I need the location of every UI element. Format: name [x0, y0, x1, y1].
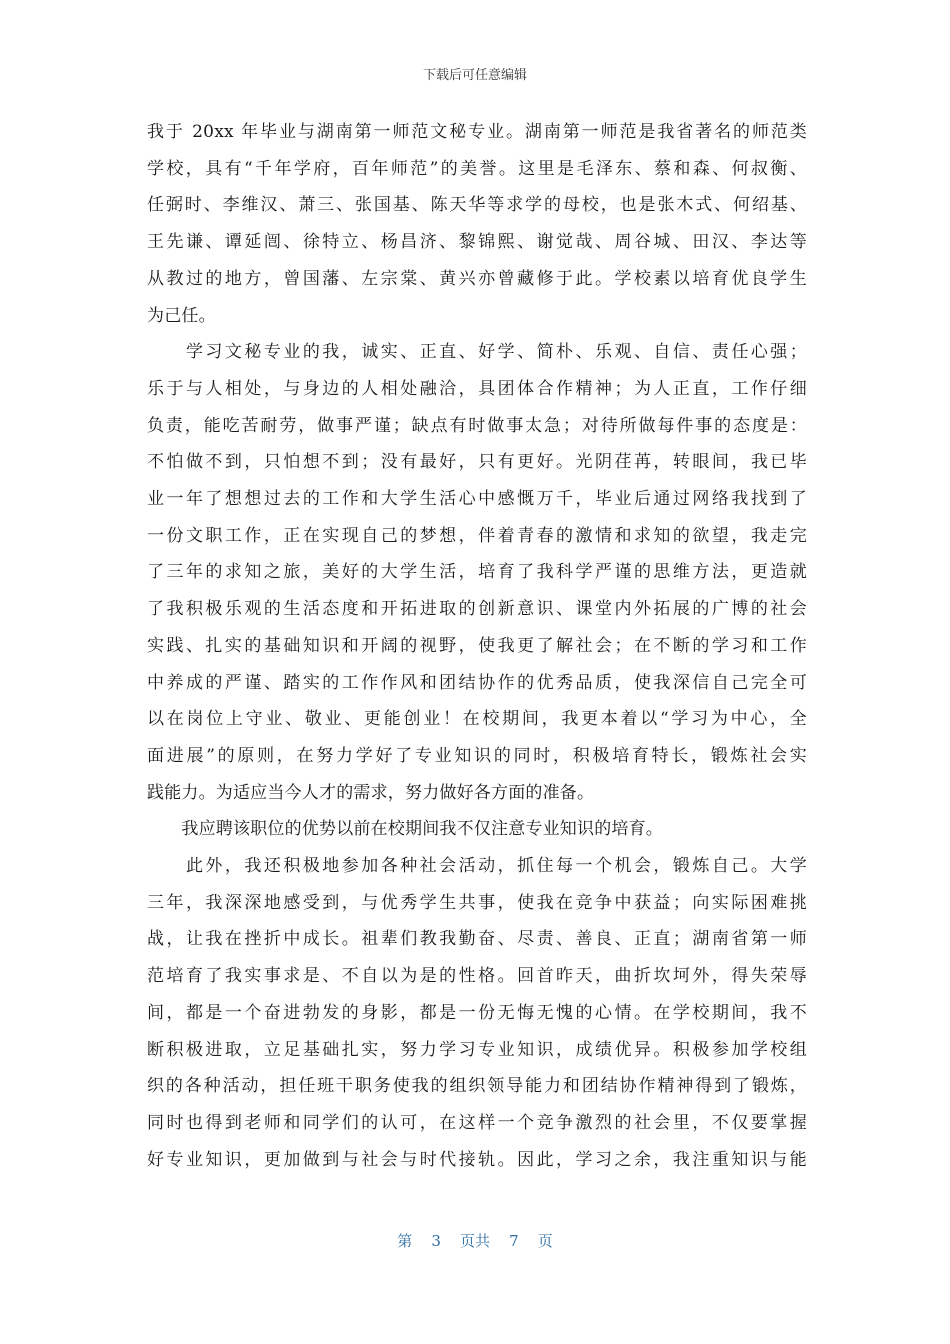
- text-line: 乐于与人相处，与身边的人相处融洽，具团体合作精神；为人正直，工作仔细: [147, 378, 807, 399]
- text-line: 了我积极乐观的生活态度和开拓进取的创新意识、课堂内外拓展的广博的社会: [147, 599, 807, 620]
- text-line: 我于 20xx 年毕业与湖南第一师范文秘专业。湖南第一师范是我省著名的师范类: [147, 122, 807, 142]
- paragraph: [147, 848, 807, 1178]
- text-line: 学习文秘专业的我，诚实、正直、好学、简朴、乐观、自信、责任心强；: [147, 342, 807, 363]
- current-page-number: 3: [431, 1232, 441, 1250]
- paragraph: [147, 811, 807, 848]
- text-line: 范培育了我实事求是、不自以为是的性格。回首昨天，曲折坎坷外，得失荣辱: [147, 966, 807, 987]
- text-line: 同时也得到老师和同学们的认可，在这样一个竞争激烈的社会里，不仅要掌握: [147, 1112, 807, 1133]
- text-line: 面进展”的原则，在努力学好了专业知识的同时，积极培育特长，锻炼社会实: [147, 745, 807, 766]
- text-line: 三年，我深深地感受到，与优秀学生共事，使我在竞争中获益；向实际困难挑: [147, 892, 807, 913]
- text-line: 间，都是一个奋进勃发的身影，都是一份无悔无愧的心情。在学校期间，我不: [147, 1002, 807, 1023]
- text-line: 以在岗位上守业、敬业、更能创业！在校期间，我更本着以“学习为中心，全: [147, 709, 807, 730]
- text-line: 王先谦、谭延闿、徐特立、杨昌济、黎锦熙、谢觉哉、周谷城、田汉、李达等: [147, 232, 807, 253]
- paragraph: [147, 114, 807, 334]
- footer-prefix: 第: [397, 1232, 413, 1250]
- text-line: 负责，能吃苦耐劳，做事严谨；缺点有时做事太急；对待所做每件事的态度是：: [147, 415, 807, 436]
- total-page-count: 7: [509, 1232, 519, 1250]
- text-line: 一份文职工作，正在实现自己的梦想，伴着青春的激情和求知的欲望，我走完: [147, 525, 807, 546]
- text-line: 为己任。: [147, 305, 216, 326]
- text-line: 不怕做不到，只怕想不到；没有最好，只有更好。光阴荏苒，转眼间，我已毕: [147, 452, 807, 473]
- text-line: 中养成的严谨、踏实的工作作风和团结协作的优秀品质，使我深信自己完全可: [147, 672, 807, 693]
- text-line: 实践、扎实的基础知识和开阔的视野，使我更了解社会；在不断的学习和工作: [147, 635, 807, 656]
- page-footer: [0, 1230, 950, 1251]
- text-line: 了三年的求知之旅，美好的大学生活，培育了我科学严谨的思维方法，更造就: [147, 562, 807, 583]
- text-line: 从教过的地方，曾国藩、左宗棠、黄兴亦曾藏修于此。学校素以培育优良学生: [147, 268, 807, 289]
- text-line: 战，让我在挫折中成长。祖辈们教我勤奋、尽责、善良、正直；湖南省第一师: [147, 929, 807, 950]
- text-line: 断积极进取，立足基础扎实，努力学习专业知识，成绩优异。积极参加学校组: [147, 1039, 807, 1060]
- footer-suffix: 页: [537, 1232, 553, 1250]
- text-line: 好专业知识，更加做到与社会与时代接轨。因此，学习之余，我注重知识与能: [147, 1149, 807, 1170]
- text-line: 此外，我还积极地参加各种社会活动，抓住每一个机会，锻炼自己。大学: [147, 856, 807, 877]
- text-line: 我应聘该职位的优势以前在校期间我不仅注意专业知识的培育。: [147, 819, 663, 840]
- text-line: 学校，具有“千年学府，百年师范”的美誉。这里是毛泽东、蔡和森、何叔衡、: [147, 158, 807, 179]
- paragraph: [147, 334, 807, 811]
- page-header: 下载后可任意编辑: [422, 68, 527, 83]
- text-line: 织的各种活动，担任班干职务使我的组织领导能力和团结协作精神得到了锻炼，: [147, 1076, 807, 1097]
- footer-middle: 页共: [459, 1232, 490, 1250]
- text-line: 业一年了想想过去的工作和大学生活心中感慨万千，毕业后通过网络我找到了: [147, 489, 807, 510]
- text-line: 任弼时、李维汉、萧三、张国基、陈天华等求学的母校，也是张木式、何绍基、: [147, 195, 807, 216]
- text-line: 践能力。为适应当今人才的需求，努力做好各方面的准备。: [147, 782, 595, 803]
- document-body: [147, 114, 807, 1178]
